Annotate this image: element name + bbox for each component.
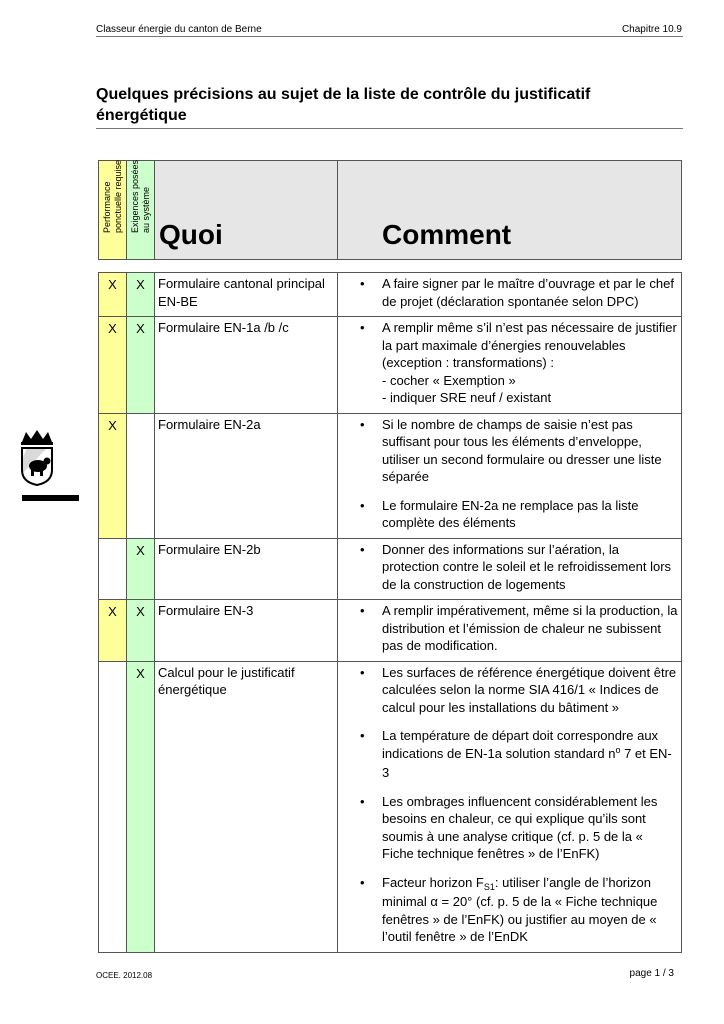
subscript-s1: S1 [483,881,495,892]
header-performance [99,161,127,260]
bullet-item [338,319,678,407]
sys-mark: X [127,273,155,317]
perf-mark: X [99,273,127,317]
sys-mark: X [127,538,155,600]
bullet-subline: - indiquer SRE neuf / existant [382,390,552,405]
bullet-item: • Les ombrages influencent considérablement les besoins en chaleur, ce qui explique qu’ils sont soumis à une analyse critique (cf. p. 5 de la « Fiche technique fenêtres » de l’EnFK) [338,793,678,863]
exigences-line-1: Exigences posées [129,159,140,233]
quoi-cell: Calcul pour le justificatif énergétique [155,661,338,952]
table-row [99,538,682,600]
header-divider [96,36,683,37]
table-row [99,273,682,317]
bern-coat-of-arms-icon [18,430,56,486]
sys-mark: X [127,661,155,952]
performance-line-2: ponctuelle requise [112,159,123,233]
sys-mark [127,413,155,538]
comment-label: Comment [382,219,512,250]
title-divider [96,128,683,129]
sys-mark: X [127,317,155,414]
quoi-label: Quoi [159,219,223,250]
perf-mark: X [99,413,127,538]
perf-mark: X [99,317,127,414]
bullet-text: : utiliser l’angle de l’horizon minimal α = 20° (cf. p. 5 de la « Fiche technique fenêtres » de l’EnFK) ou justifier au moyen de « l’outil fenêtre » de l’EnDK [382,874,658,944]
footer-left: OCEE. 2012.08 [96,971,153,980]
bullet-item: • A remplir impérativement, même si la production, la distribution et l’émission de chaleur ne subissent pas de modification. [338,602,678,655]
header-right: Chapitre 10.9 [621,24,682,35]
emblem-bar [22,495,79,501]
comment-cell [338,538,682,600]
table-row [99,413,682,538]
comment-cell [338,661,682,952]
header-exigences [127,161,155,260]
performance-line-1: Performance [101,181,112,233]
bullet-item: • A faire signer par le maître d’ouvrage et par le chef de projet (déclaration spontanée selon DPC) [338,275,678,310]
checklist-table [98,272,682,953]
header-comment [338,161,682,260]
page-title: Quelques précisions au sujet de la liste de contrôle du justificatif énergétique [96,86,591,124]
bullet-item [338,874,678,946]
bullet-text: Facteur horizon F [382,874,484,890]
comment-cell [338,317,682,414]
comment-cell [338,413,682,538]
bullet-text: 7 et EN-3 [382,745,672,780]
header-quoi [155,161,338,260]
bullet-text: A remplir même s’il n’est pas nécessaire de justifier la part maximale d’énergies renouvelables (exception : transformations) : [382,320,677,370]
table-row [99,661,682,952]
bullet-subline: - cocher « Exemption » [382,372,516,388]
bullet-item: • Les surfaces de référence énergétique doivent être calculées selon la norme SIA 416/1 « Indices de calcul pour les installations du bâtiment » [338,664,678,717]
table-row [99,317,682,414]
header-left: Classeur énergie du canton de Berne [96,24,262,35]
quoi-cell: Formulaire EN-1a /b /c [155,317,338,414]
bullet-item: • Le formulaire EN-2a ne remplace pas la liste complète des éléments [338,497,678,532]
quoi-cell: Formulaire cantonal principal EN-BE [155,273,338,317]
comment-cell [338,600,682,662]
bullet-item: • Donner des informations sur l’aération, la protection contre le soleil et le refroidissement lors de la construction de logements [338,541,678,594]
perf-mark [99,661,127,952]
quoi-cell: Formulaire EN-3 [155,600,338,662]
quoi-cell: Formulaire EN-2a [155,413,338,538]
superscript-o: o [615,744,621,755]
comment-cell [338,273,682,317]
bullet-item [338,727,678,782]
table-row [99,600,682,662]
column-header-table [98,160,682,260]
sys-mark: X [127,600,155,662]
perf-mark: X [99,600,127,662]
page-number: page 1 / 3 [629,968,674,979]
exigences-line-2: au système [140,186,151,233]
quoi-cell: Formulaire EN-2b [155,538,338,600]
perf-mark [99,538,127,600]
bullet-item: • Si le nombre de champs de saisie n’est pas suffisant pour tous les éléments d’enveloppe, utiliser un second formulaire ou dresser une liste séparée [338,416,678,486]
bullet-text: La température de départ doit correspondre aux indications de EN-1a solution standard n [382,728,659,761]
